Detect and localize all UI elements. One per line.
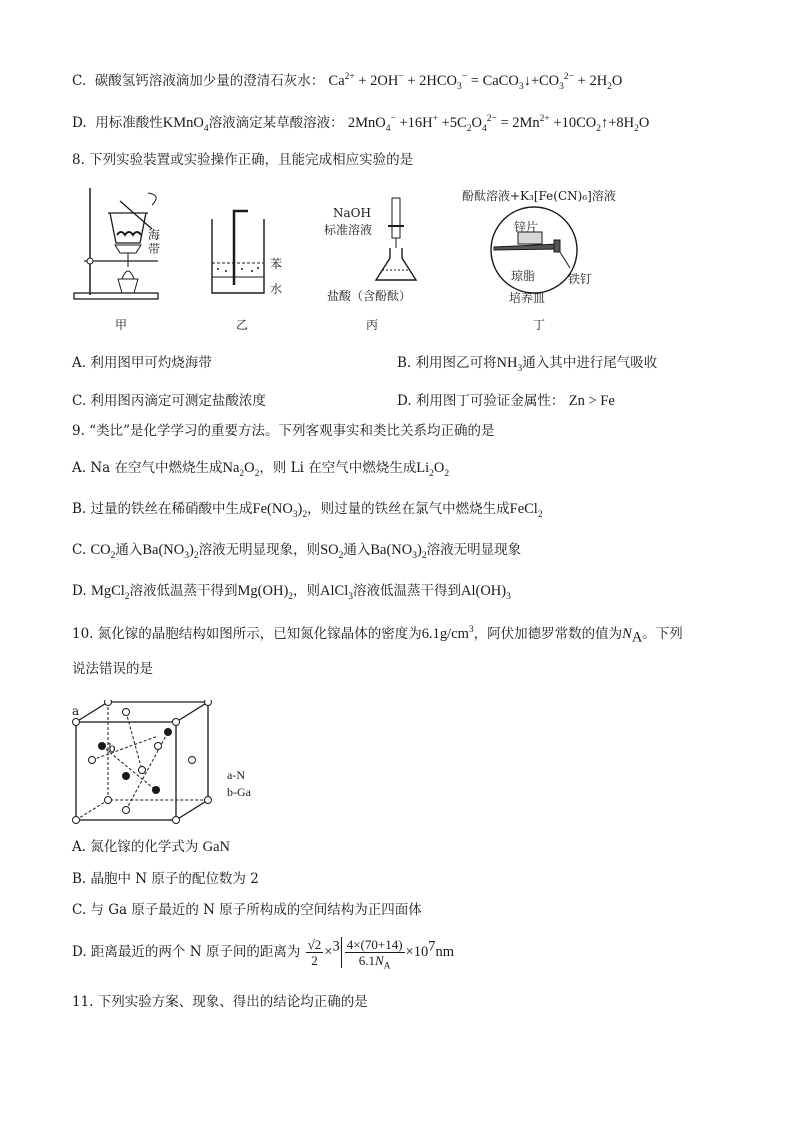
q8-stem: 8. 下列实验装置或实验操作正确，且能完成相应实验的是 xyxy=(72,152,414,168)
q8-option-d: D. 利用图丁可验证金属性： Zn > Fe xyxy=(397,393,615,409)
q9-option-a: A. Na 在空气中燃烧生成$Na_2O_2$，则 Li 在空气中燃烧生成$Li_2O_2$ xyxy=(72,460,450,479)
figure-bing-titration xyxy=(370,196,430,286)
label-petri-dish: 培养皿 xyxy=(509,291,546,305)
q10-option-c: C. 与 Ga 原子最近的 N 原子所构成的空间结构为正四面体 xyxy=(72,902,422,918)
q10-option-d: D. 距离最近的两个 N 原子间的距离为 $\frac{√2}{2}$ ×$^3$ $\frac{4\times(70+14)}{6.1N_A}$ $\times 10^7nm$ xyxy=(72,937,454,972)
q9-stem: 9. “类比”是化学学习的重要方法。下列客观事实和类比关系均正确的是 xyxy=(72,423,495,439)
label-seaweed-2: 带 xyxy=(148,242,161,256)
q10-stem-line2: 说法错误的是 xyxy=(72,661,153,677)
label-seaweed-1: 海 xyxy=(148,228,161,242)
q10-option-a: A. 氮化镓的化学式为 GaN xyxy=(72,839,231,855)
q9-option-d: D. MgCl$_2$溶液低温蒸干得到$Mg(OH)_2$，则AlCl$_3$溶液低温蒸干得到$Al(OH)_3$ xyxy=(72,583,511,602)
label-iron-nail: 铁钉 xyxy=(568,272,593,286)
q7-c-equation: $Ca^{2+} + 2OH^- + 2HCO_3^-$ = $CaCO_3↓+CO_3^{2-} + 2H_2O$ xyxy=(328,72,623,92)
caption-bing: 丙 xyxy=(366,318,379,332)
q9-option-b: B. 过量的铁丝在稀硝酸中生成$Fe(NO_3)_2$，则过量的铁丝在氯气中燃烧生成FeCl$_2$ xyxy=(72,501,543,520)
figure-yi-beaker xyxy=(208,205,268,300)
q11-stem: 11. 下列实验方案、现象、得出的结论均正确的是 xyxy=(72,994,368,1010)
q8-option-c: C. 利用图丙滴定可测定盐酸浓度 xyxy=(72,393,266,409)
label-hcl-phenolphthalein: 盐酸（含酚酞） xyxy=(327,289,412,303)
label-benzene: 苯 xyxy=(270,257,283,271)
figure-gan-unit-cell xyxy=(72,700,222,825)
cell-label-b: b xyxy=(108,741,116,755)
q7-d-equation: $2MnO_4^- +16H^+ +5C_2O_4^{2-} = 2Mn^{2+}$ $+10CO_2↑+8H_2O$ xyxy=(347,114,650,134)
label-standard-solution: 标准溶液 xyxy=(324,223,373,237)
caption-jia: 甲 xyxy=(115,318,128,332)
label-naoh: NaOH xyxy=(333,206,371,220)
q10-option-b: B. 晶胞中 N 原子的配位数为 2 xyxy=(72,871,259,887)
q9-option-c: C. $CO_2$通入$Ba(NO_3)_2$溶液无明显现象，则$SO_2$通入$Ba(NO_3)_2$溶液无明显现象 xyxy=(72,542,522,561)
q10-stem: 10. 氮化镓的晶胞结构如图所示，已知氮化镓晶体的密度为$6.1g/cm^3$，阿伏加德罗常数的值为$N_A$。下列 xyxy=(72,625,683,646)
label-ding-solution: 酚酞溶液+K₃[Fe(CN)₆]溶液 xyxy=(462,189,616,203)
q8-option-a: A. 利用图甲可灼烧海带 xyxy=(72,355,212,371)
legend-ga: b-Ga xyxy=(227,785,251,799)
q7-option-d: D. 用标准酸性KMnO$_4$溶液滴定某草酸溶液： $2MnO_4^- +16H^+ +5C_2O_4^{2-} = 2Mn^{2+}$ $+10CO_2↑+8H_2O$ xyxy=(72,114,650,134)
legend-n: a-N xyxy=(227,768,245,782)
caption-yi: 乙 xyxy=(236,318,249,332)
label-water: 水 xyxy=(270,282,283,296)
q7-option-c: C. 碳酸氢钙溶液滴加少量的澄清石灰水： $Ca^{2+} + 2OH^- + 2HCO_3^-$ = $CaCO_3↓+CO_3^{2-} + 2H_2O$ xyxy=(72,72,623,92)
caption-ding: 丁 xyxy=(533,318,546,332)
label-agar: 琼脂 xyxy=(511,269,536,283)
cell-label-a: a xyxy=(72,704,80,718)
q8-option-b: B. 利用图乙可将$NH_3$通入其中进行尾气吸收 xyxy=(397,355,658,374)
label-zinc: 锌片 xyxy=(514,220,539,234)
